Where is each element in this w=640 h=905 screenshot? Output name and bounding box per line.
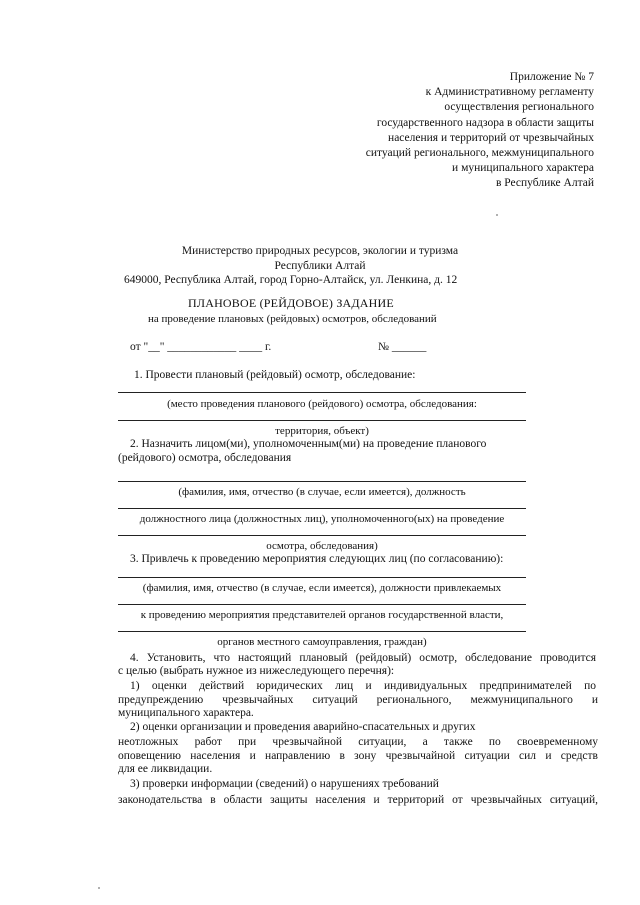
authority-name-line1: Министерство природных ресурсов, экологии и туризма: [181, 245, 459, 257]
section4-item1-l3: муниципального характера.: [118, 707, 254, 719]
fill-line: [118, 535, 526, 536]
section2-line1: 2. Назначить лицом(ми), уполномоченным(ми) на проведение планового: [130, 438, 487, 450]
appendix-line: в Республике Алтай: [495, 177, 594, 190]
fill-line: [118, 392, 526, 393]
section4-line2: с целью (выбрать нужное из нижеследующего перечня):: [118, 665, 395, 677]
section4-item1-l1: 1) оценки действий юридических лиц и индивидуальных предпринимателей по: [130, 680, 596, 692]
section2-caption2: должностного лица (должностных лиц), уполномоченного(ых) на проведение: [139, 513, 505, 525]
section1-heading: 1. Провести плановый (рейдовый) осмотр, обследование:: [134, 369, 416, 381]
section1-caption1: (место проведения планового (рейдового) осмотра, обследования:: [167, 398, 477, 410]
section4-item2-l1: 2) оценки организации и проведения аварийно-спасательных и других: [130, 721, 476, 733]
appendix-line: населения и территорий от чрезвычайных: [388, 131, 594, 144]
section3-caption1: (фамилия, имя, отчество (в случае, если имеется), должности привлекаемых: [142, 582, 502, 594]
fill-line: [118, 631, 526, 632]
fill-line: [118, 577, 526, 578]
section4-item3-l1: 3) проверки информации (сведений) о нарушениях требований: [130, 778, 439, 790]
appendix-line: Приложение № 7: [509, 71, 594, 83]
appendix-line: осуществления регионального: [444, 101, 594, 114]
date-field: от "__" ____________ ____ г.: [130, 341, 272, 353]
section3-caption2: к проведению мероприятия представителей органов государственной власти,: [140, 609, 504, 621]
section3-heading: 3. Привлечь к проведению мероприятия следующих лиц (по согласованию):: [130, 553, 504, 565]
section4-line1: 4. Установить, что настоящий плановый (рейдовый) осмотр, обследование проводится: [130, 652, 596, 664]
section4-item2-l2: неотложных работ при чрезвычайной ситуации, а также по своевременному: [118, 736, 598, 748]
document-subtitle: на проведение плановых (рейдовых) осмотров, обследований: [148, 313, 437, 325]
fill-line: [118, 481, 526, 482]
fill-line: [118, 604, 526, 605]
document-title: ПЛАНОВОЕ (РЕЙДОВОЕ) ЗАДАНИЕ: [188, 296, 394, 310]
section3-caption3: органов местного самоуправления, граждан): [217, 636, 427, 648]
scan-speck: [98, 887, 100, 889]
appendix-line: к Административному регламенту: [425, 86, 594, 99]
appendix-line: и муниципального характера: [452, 162, 594, 175]
appendix-line: ситуаций регионального, межмуниципального: [365, 147, 594, 160]
authority-block: [110, 244, 530, 274]
section4-item2-l3: оповещению населения и направлению в зону чрезвычайной ситуации сил и средств: [118, 750, 598, 762]
fill-line: [118, 420, 526, 421]
authority-name-line2: Республики Алтай: [274, 260, 366, 272]
section2-caption1: (фамилия, имя, отчество (в случае, если имеется), должность: [178, 486, 466, 498]
section4-item2-l4: для ее ликвидации.: [118, 763, 213, 775]
scan-speck: [496, 214, 498, 216]
section4-item3-l2: законодательства в области защиты населения и территорий от чрезвычайных ситуаций,: [118, 794, 598, 806]
section4-item1-l2: предупреждению чрезвычайных ситуаций регионального, межмуниципального и: [118, 694, 598, 706]
appendix-block: [366, 70, 594, 192]
authority-address: 649000, Республика Алтай, город Горно-Алтайск, ул. Ленкина, д. 12: [124, 274, 458, 286]
section2-caption3: осмотра, обследования): [266, 540, 378, 552]
number-field: № ______: [378, 341, 427, 353]
section1-caption2: территория, объект): [275, 425, 369, 437]
section2-line2: (рейдового) осмотра, обследования: [118, 452, 292, 464]
fill-line: [118, 508, 526, 509]
appendix-line: государственного надзора в области защиты: [376, 116, 594, 129]
